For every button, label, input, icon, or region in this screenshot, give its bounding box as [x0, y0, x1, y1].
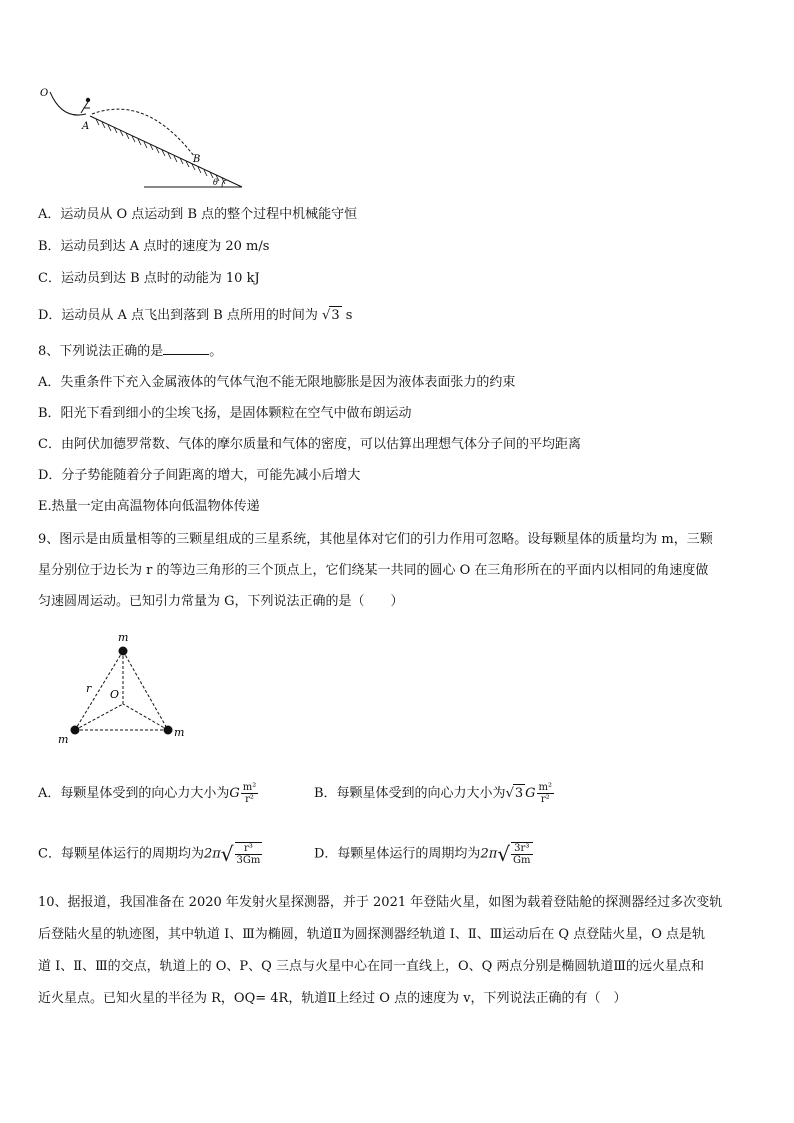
- q7-option-d: [38, 306, 352, 325]
- label-theta: θ: [213, 178, 218, 187]
- frac-num: 3r³: [511, 843, 532, 855]
- q9-option-b-coef: G: [525, 786, 536, 801]
- frac-den: r²: [245, 794, 254, 805]
- sqrt-sign: √: [497, 842, 511, 866]
- skier-body: [81, 102, 90, 113]
- q9-option-c-coef: 2π: [203, 846, 221, 862]
- frac-num: m²: [242, 782, 257, 793]
- q8-option-b: B．阳光下看到细小的尘埃飞扬，是固体颗粒在空气中做布朗运动: [38, 406, 412, 421]
- q7-option-a: A．运动员从 O 点运动到 B 点的整个过程中机械能守恒: [38, 207, 358, 222]
- sqrt-sign: √: [322, 308, 331, 323]
- ramp-curve: [50, 92, 86, 115]
- frac-num: r³: [235, 843, 263, 855]
- q9-stem-line3: 匀速圆周运动。已知引力常量为 G，下列说法正确的是（ ）: [38, 594, 404, 609]
- q9-option-d: [314, 842, 533, 866]
- label-r: r: [86, 682, 92, 695]
- label-b: B: [193, 154, 201, 165]
- q8-stem-end: 。: [209, 344, 223, 359]
- slope-line: [90, 116, 242, 187]
- answer-blank[interactable]: [163, 342, 209, 355]
- q9-option-a-text: A．每颗星体受到的向心力大小为: [38, 786, 230, 801]
- label-m-top: m: [118, 631, 129, 644]
- q9-option-b-sqrt: 3: [514, 786, 524, 801]
- q8-option-e: E.热量一定由高温物体向低温物体传递: [38, 499, 260, 514]
- q10-stem-line4: 近火星点。已知火星的半径为 R，OQ= 4R，轨道Ⅱ上经过 O 点的速度为 v，下列说法正确的有（ ）: [38, 991, 627, 1006]
- three-star-figure: [50, 626, 200, 748]
- frac-den: 3Gm: [236, 855, 261, 866]
- q9-stem-line2: 星分别位于边长为 r 的等边三角形的三个顶点上，它们绕某一共同的圆心 O 在三角形所在的平面内以相同的角速度做: [38, 563, 709, 578]
- q9-option-a: [38, 782, 258, 805]
- q8-option-c: C．由阿伏加德罗常数、气体的摩尔质量和气体的密度，可以估算出理想气体分子间的平均距离: [38, 437, 581, 452]
- q10-stem-line2: 后登陆火星的轨迹图，其中轨道 I、Ⅲ为椭圆，轨道Ⅱ为圆探测器经轨道 I、Ⅱ、Ⅲ运动后在 Q 点登陆火星，O 点是轨: [38, 927, 705, 942]
- q9-option-a-coef: G: [229, 786, 240, 801]
- sqrt-sign: √: [220, 842, 234, 866]
- q9-option-d-text: D．每颗星体运行的周期均为: [314, 846, 481, 862]
- q9-option-c-text: C．每颗星体运行的周期均为: [38, 846, 204, 862]
- q10-stem-line3: 道 I、Ⅱ、Ⅲ的交点，轨道上的 O、P、Q 三点与火星中心在同一直线上，O、Q 两点分别是椭圆轨道Ⅲ的远火星点和: [38, 959, 704, 974]
- q9-option-d-coef: 2π: [480, 846, 498, 862]
- q7-option-c: C．运动员到达 B 点时的动能为 10 kJ: [38, 271, 260, 286]
- label-o: O: [40, 88, 49, 99]
- q7-option-d-text: D．运动员从 A 点飞出到落到 B 点所用的时间为: [38, 308, 318, 323]
- q9-option-a-frac: [241, 782, 259, 805]
- q9-option-d-frac: [511, 842, 532, 866]
- q9-option-b: [314, 782, 554, 805]
- frac-den: r²: [540, 794, 550, 805]
- frac-den: Gm: [513, 855, 531, 866]
- q9-option-c: [38, 842, 262, 866]
- label-m-right: m: [174, 726, 185, 739]
- q8-stem-text: 8、下列说法正确的是: [38, 344, 164, 359]
- q8-option-a: A．失重条件下充入金属液体的气体气泡不能无限地膨胀是因为液体表面张力的约束: [38, 375, 516, 390]
- slope-hatching: [96, 119, 225, 184]
- q8-stem: [38, 342, 222, 361]
- q9-stem-line1: 9、图示是由质量相等的三颗星组成的三星系统，其他星体对它们的引力作用可忽略。设每颗星体的质量均为 m，三颗: [38, 532, 713, 547]
- q7-option-d-sqrt: 3: [331, 308, 340, 323]
- q8-option-d: D．分子势能随着分子间距离的增大，可能先减小后增大: [38, 468, 361, 483]
- ski-jump-figure: [36, 84, 248, 194]
- q7-option-b: B．运动员到达 A 点时的速度为 20 m/s: [38, 239, 270, 254]
- label-m-left: m: [58, 733, 69, 746]
- label-a: A: [82, 121, 90, 132]
- sqrt-sign: √: [505, 786, 514, 801]
- q10-stem-line1: 10、据报道，我国准备在 2020 年发射火星探测器，并于 2021 年登陆火星，如图为载着登陆舱的探测器经过多次变轨: [38, 895, 723, 910]
- q7-option-d-unit: s: [345, 308, 353, 323]
- q9-option-c-frac: [235, 842, 263, 866]
- trajectory-dashed: [92, 109, 194, 156]
- skier-icon: [86, 98, 90, 102]
- label-o-center: O: [110, 688, 120, 701]
- frac-num: m²: [538, 782, 553, 793]
- q9-option-b-frac: [537, 782, 555, 805]
- q9-option-b-text: B．每颗星体受到的向心力大小为: [314, 786, 506, 801]
